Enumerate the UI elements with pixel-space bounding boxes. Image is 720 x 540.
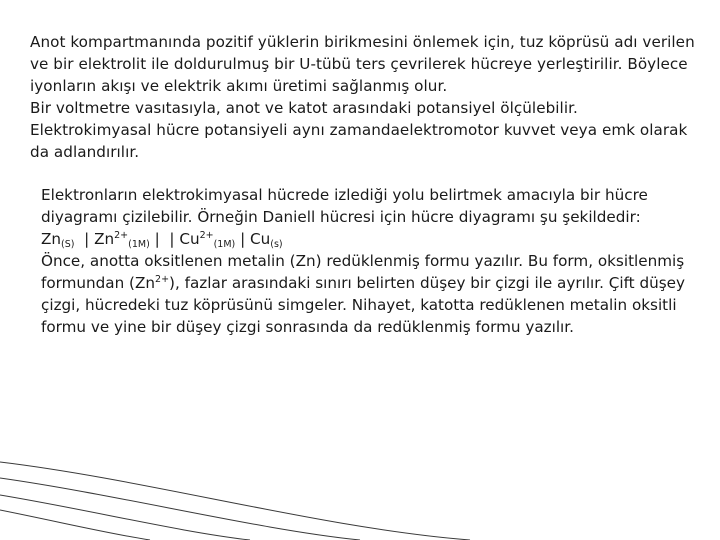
formula-sep1: | Zn bbox=[74, 230, 115, 248]
body-text-top bbox=[30, 31, 710, 163]
formula-cu-state: (s) bbox=[270, 239, 283, 250]
body-text-indented bbox=[41, 184, 711, 338]
paragraph-diagram-explanation bbox=[41, 250, 711, 338]
formula-cu-charge: 2+ bbox=[199, 230, 214, 241]
paragraph5-part-a: Önce, anotta oksitlenen metalin (Zn) redüklenmiş formu yazılır. Bu form, oksitlenmiş formundan (Zn bbox=[41, 252, 685, 292]
deco-curve-4 bbox=[0, 510, 150, 540]
paragraph-voltmeter: Bir voltmetre vasıtasıyla, anot ve katot arasındaki potansiyel ölçülebilir. bbox=[30, 99, 578, 117]
cell-diagram-formula bbox=[41, 228, 711, 250]
formula-zn-charge: 2+ bbox=[114, 230, 129, 241]
paragraph5-part-b: ), fazlar arasındaki sınırı belirten düşey bir çizgi ile ayrılır. Çift düşey çizgi, hücredeki tuz köprüsünü simgeler. Nihayet, katotta redüklenen metalin oksitli formu ve yine bir düşey çizgi sonrasında da redüklenmiş formu yazılır. bbox=[41, 274, 685, 336]
paragraph-emf: Elektrokimyasal hücre potansiyeli aynı zamandaelektromotor kuvvet veya emk olarak da adlandırılır. bbox=[30, 121, 688, 161]
paragraph5-charge: 2+ bbox=[155, 274, 170, 285]
formula-sep3: | Cu bbox=[235, 230, 271, 248]
formula-zn-state: (S) bbox=[61, 239, 75, 250]
paragraph-cell-diagram: Elektronların elektrokimyasal hücrede izlediği yolu belirtmek amacıyla bir hücre diyagramı çizilebilir. Örneğin Daniell hücresi için hücre diyagramı şu şekildedir: bbox=[41, 186, 648, 226]
formula-cu-conc: (1M) bbox=[213, 239, 236, 250]
deco-curve-2 bbox=[0, 478, 360, 540]
paragraph-salt-bridge: Anot kompartmanında pozitif yüklerin birikmesini önlemek için, tuz köprüsü adı verilen ve bir elektrolit ile doldurulmuş bir U-tübü ters çevrilerek hücreye yerleştirilir. Böylece iyonların akışı ve elektrik akımı üretimi sağlanmış olur. bbox=[30, 33, 695, 95]
deco-curve-1 bbox=[0, 462, 470, 540]
formula-zn: Zn bbox=[41, 230, 62, 248]
formula-zn-conc: (1M) bbox=[128, 239, 150, 250]
formula-sep2: | | Cu bbox=[149, 230, 200, 248]
decorative-curves bbox=[0, 440, 720, 540]
